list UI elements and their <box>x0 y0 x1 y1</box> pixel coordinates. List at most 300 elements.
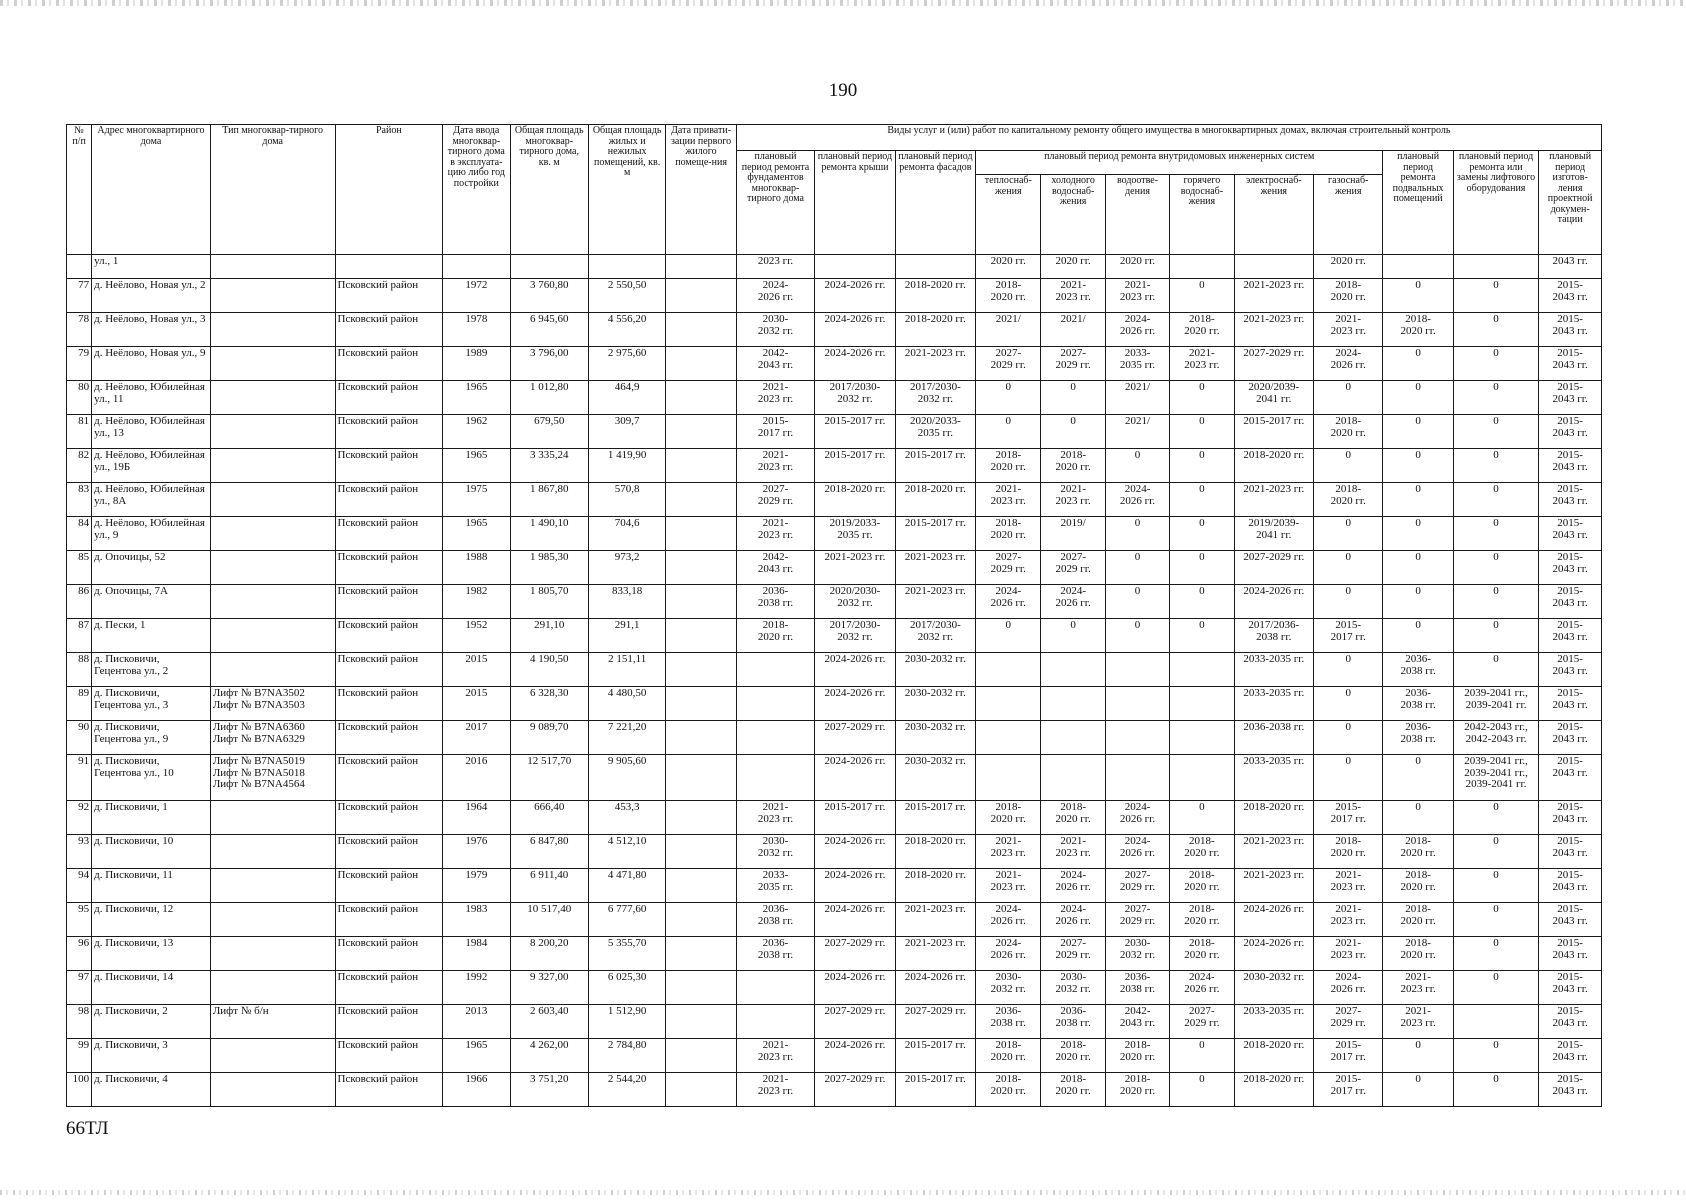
cell-total-area: 6 847,80 <box>510 835 588 869</box>
cell-basement: 2036- 2038 гг. <box>1383 687 1453 721</box>
cell-type <box>210 381 335 415</box>
cell-total-area: 291,10 <box>510 619 588 653</box>
cell-hot-water: 0 <box>1170 801 1234 835</box>
cell-privatization <box>666 971 736 1005</box>
cell-basement: 0 <box>1383 551 1453 585</box>
cell-basement: 2018- 2020 гг. <box>1383 869 1453 903</box>
cell-district: Псковский район <box>335 653 443 687</box>
cell-facade: 2027-2029 гг. <box>895 1005 975 1039</box>
cell-facade: 2021-2023 гг. <box>895 585 975 619</box>
cell-facade: 2017/2030- 2032 гг. <box>895 381 975 415</box>
cell-electric: 2033-2035 гг. <box>1234 755 1313 801</box>
cell-num: 90 <box>67 721 92 755</box>
cell-total-area: 10 517,40 <box>510 903 588 937</box>
cell-total-area <box>510 255 588 279</box>
cell-roof: 2020/2030- 2032 гг. <box>815 585 895 619</box>
cell-type <box>210 279 335 313</box>
cell-living-area: 570,8 <box>588 483 665 517</box>
table-body <box>67 255 1602 1107</box>
cell-foundation: 2021- 2023 гг. <box>736 517 814 551</box>
cell-address: д. Писковичи, 4 <box>92 1073 211 1107</box>
cell-year: 2013 <box>443 1005 510 1039</box>
cell-address: д. Неёлово, Юбилейная ул., 19Б <box>92 449 211 483</box>
table-row <box>67 619 1602 653</box>
cell-heat: 2030- 2032 гг. <box>976 971 1041 1005</box>
cell-gas: 2020 гг. <box>1314 255 1383 279</box>
cell-hot-water: 0 <box>1170 279 1234 313</box>
cell-privatization <box>666 347 736 381</box>
cell-cold-water: 2021- 2023 гг. <box>1041 279 1105 313</box>
cell-cold-water: 2024- 2026 гг. <box>1041 903 1105 937</box>
cell-district: Псковский район <box>335 721 443 755</box>
table-row <box>67 449 1602 483</box>
cell-type <box>210 1039 335 1073</box>
cell-gas: 0 <box>1314 381 1383 415</box>
cell-privatization <box>666 1039 736 1073</box>
cell-design-docs: 2015- 2043 гг. <box>1539 721 1602 755</box>
cell-hot-water: 0 <box>1170 551 1234 585</box>
cell-address: д. Писковичи, 11 <box>92 869 211 903</box>
cell-sewer: 0 <box>1105 449 1169 483</box>
cell-facade: 2015-2017 гг. <box>895 517 975 551</box>
cell-living-area: 453,3 <box>588 801 665 835</box>
cell-electric: 2027-2029 гг. <box>1234 551 1313 585</box>
cell-electric: 2020/2039- 2041 гг. <box>1234 381 1313 415</box>
cell-basement: 2021- 2023 гг. <box>1383 1005 1453 1039</box>
cell-gas: 2024- 2026 гг. <box>1314 347 1383 381</box>
cell-cold-water <box>1041 721 1105 755</box>
cell-num: 82 <box>67 449 92 483</box>
cell-gas: 2021- 2023 гг. <box>1314 869 1383 903</box>
header-total-area: Общая площадь многоквар-тирного дома, кв. м <box>510 125 588 255</box>
cell-heat: 2021- 2023 гг. <box>976 835 1041 869</box>
cell-facade: 2015-2017 гг. <box>895 1073 975 1107</box>
cell-living-area: 2 544,20 <box>588 1073 665 1107</box>
cell-total-area: 8 200,20 <box>510 937 588 971</box>
cell-sewer: 0 <box>1105 585 1169 619</box>
cell-living-area: 1 512,90 <box>588 1005 665 1039</box>
continuation-row <box>67 255 1602 279</box>
cell-total-area: 6 911,40 <box>510 869 588 903</box>
cell-electric: 2021-2023 гг. <box>1234 835 1313 869</box>
header-cold-water: холодного водоснаб-жения <box>1041 175 1105 255</box>
cell-design-docs: 2015- 2043 гг. <box>1539 381 1602 415</box>
cell-type <box>210 347 335 381</box>
cell-heat <box>976 755 1041 801</box>
cell-sewer: 0 <box>1105 551 1169 585</box>
cell-basement: 0 <box>1383 517 1453 551</box>
cell-total-area: 666,40 <box>510 801 588 835</box>
cell-electric: 2018-2020 гг. <box>1234 1073 1313 1107</box>
cell-design-docs: 2015- 2043 гг. <box>1539 755 1602 801</box>
capital-repair-table <box>66 124 1602 1107</box>
cell-num: 77 <box>67 279 92 313</box>
cell-hot-water: 0 <box>1170 381 1234 415</box>
cell-total-area: 1 867,80 <box>510 483 588 517</box>
cell-gas: 2024- 2026 гг. <box>1314 971 1383 1005</box>
header-electric: электроснаб-жения <box>1234 175 1313 255</box>
cell-gas: 2015- 2017 гг. <box>1314 1073 1383 1107</box>
header-design-docs: плановый период изготов-ления проектной докумен-тации <box>1539 151 1602 255</box>
cell-facade: 2030-2032 гг. <box>895 653 975 687</box>
cell-district: Псковский район <box>335 313 443 347</box>
cell-total-area: 1 985,30 <box>510 551 588 585</box>
cell-num: 79 <box>67 347 92 381</box>
cell-year: 1989 <box>443 347 510 381</box>
cell-district: Псковский район <box>335 483 443 517</box>
cell-foundation: 2021- 2023 гг. <box>736 381 814 415</box>
cell-facade: 2030-2032 гг. <box>895 755 975 801</box>
cell-foundation: 2036- 2038 гг. <box>736 903 814 937</box>
cell-elevator: 0 <box>1453 551 1538 585</box>
cell-foundation: 2021- 2023 гг. <box>736 449 814 483</box>
cell-type <box>210 313 335 347</box>
cell-sewer: 2024- 2026 гг. <box>1105 835 1169 869</box>
cell-num: 78 <box>67 313 92 347</box>
cell-privatization <box>666 1005 736 1039</box>
cell-cold-water <box>1041 653 1105 687</box>
cell-cold-water: 0 <box>1041 415 1105 449</box>
header-privatization: Дата привати-зации первого жилого помеще-ния <box>666 125 736 255</box>
cell-design-docs: 2015- 2043 гг. <box>1539 687 1602 721</box>
cell-living-area: 7 221,20 <box>588 721 665 755</box>
cell-cold-water <box>1041 755 1105 801</box>
cell-elevator: 0 <box>1453 483 1538 517</box>
cell-heat: 2027- 2029 гг. <box>976 551 1041 585</box>
cell-hot-water: 0 <box>1170 449 1234 483</box>
cell-foundation: 2033- 2035 гг. <box>736 869 814 903</box>
cell-sewer: 2042- 2043 гг. <box>1105 1005 1169 1039</box>
cell-privatization <box>666 279 736 313</box>
cell-privatization <box>666 255 736 279</box>
cell-roof: 2017/2030- 2032 гг. <box>815 381 895 415</box>
cell-year: 1966 <box>443 1073 510 1107</box>
cell-hot-water: 2018- 2020 гг. <box>1170 313 1234 347</box>
cell-design-docs: 2015- 2043 гг. <box>1539 1073 1602 1107</box>
cell-cold-water: 2027- 2029 гг. <box>1041 551 1105 585</box>
cell-facade: 2021-2023 гг. <box>895 903 975 937</box>
table-row <box>67 721 1602 755</box>
cell-year: 1965 <box>443 381 510 415</box>
cell-roof: 2024-2026 гг. <box>815 653 895 687</box>
cell-privatization <box>666 835 736 869</box>
cell-type <box>210 517 335 551</box>
cell-total-area: 4 262,00 <box>510 1039 588 1073</box>
cell-privatization <box>666 313 736 347</box>
cell-total-area: 12 517,70 <box>510 755 588 801</box>
cell-type <box>210 255 335 279</box>
cell-district: Псковский район <box>335 347 443 381</box>
cell-year: 2016 <box>443 755 510 801</box>
header-engineering-group: плановый период ремонта внутридомовых инженерных систем <box>976 151 1383 175</box>
cell-elevator: 0 <box>1453 869 1538 903</box>
cell-district: Псковский район <box>335 835 443 869</box>
cell-roof: 2024-2026 гг. <box>815 755 895 801</box>
cell-hot-water: 0 <box>1170 517 1234 551</box>
cell-year: 1972 <box>443 279 510 313</box>
cell-sewer: 2021/ <box>1105 415 1169 449</box>
cell-heat: 2018- 2020 гг. <box>976 279 1041 313</box>
cell-roof: 2015-2017 гг. <box>815 415 895 449</box>
cell-district: Псковский район <box>335 801 443 835</box>
cell-roof: 2024-2026 гг. <box>815 279 895 313</box>
cell-facade: 2018-2020 гг. <box>895 869 975 903</box>
cell-address: ул., 1 <box>92 255 211 279</box>
cell-hot-water: 0 <box>1170 1073 1234 1107</box>
cell-gas: 0 <box>1314 653 1383 687</box>
cell-cold-water: 2036- 2038 гг. <box>1041 1005 1105 1039</box>
cell-sewer <box>1105 687 1169 721</box>
cell-sewer <box>1105 721 1169 755</box>
cell-total-area: 1 490,10 <box>510 517 588 551</box>
cell-year: 1952 <box>443 619 510 653</box>
cell-sewer: 2020 гг. <box>1105 255 1169 279</box>
cell-elevator: 0 <box>1453 619 1538 653</box>
cell-sewer: 2027- 2029 гг. <box>1105 903 1169 937</box>
cell-sewer: 2018- 2020 гг. <box>1105 1039 1169 1073</box>
cell-facade: 2018-2020 гг. <box>895 313 975 347</box>
cell-privatization <box>666 687 736 721</box>
cell-facade: 2015-2017 гг. <box>895 801 975 835</box>
header-hot-water: горячего водоснаб-жения <box>1170 175 1234 255</box>
cell-basement: 0 <box>1383 381 1453 415</box>
cell-living-area: 4 480,50 <box>588 687 665 721</box>
cell-hot-water: 2018- 2020 гг. <box>1170 903 1234 937</box>
cell-hot-water: 0 <box>1170 415 1234 449</box>
header-services-group: Виды услуг и (или) работ по капитальному ремонту общего имущества в многоквартирных домах, включая строительный контроль <box>736 125 1601 151</box>
header-basement: плановый период ремонта подвальных помещений <box>1383 151 1453 255</box>
cell-heat: 0 <box>976 381 1041 415</box>
cell-basement: 0 <box>1383 415 1453 449</box>
cell-facade: 2017/2030- 2032 гг. <box>895 619 975 653</box>
cell-sewer: 2027- 2029 гг. <box>1105 869 1169 903</box>
cell-roof: 2024-2026 гг. <box>815 869 895 903</box>
cell-heat: 2024- 2026 гг. <box>976 937 1041 971</box>
cell-roof: 2017/2030- 2032 гг. <box>815 619 895 653</box>
cell-gas: 2015- 2017 гг. <box>1314 801 1383 835</box>
cell-foundation: 2030- 2032 гг. <box>736 835 814 869</box>
cell-total-area: 9 089,70 <box>510 721 588 755</box>
cell-electric: 2033-2035 гг. <box>1234 653 1313 687</box>
cell-district: Псковский район <box>335 1005 443 1039</box>
header-living-area: Общая площадь жилых и нежилых помещений, кв. м <box>588 125 665 255</box>
table-row <box>67 869 1602 903</box>
cell-foundation: 2021- 2023 гг. <box>736 1039 814 1073</box>
cell-total-area: 6 945,60 <box>510 313 588 347</box>
cell-privatization <box>666 551 736 585</box>
cell-cold-water: 2019/ <box>1041 517 1105 551</box>
cell-hot-water <box>1170 687 1234 721</box>
cell-hot-water <box>1170 255 1234 279</box>
cell-electric: 2017/2036- 2038 гг. <box>1234 619 1313 653</box>
cell-foundation: 2042- 2043 гг. <box>736 347 814 381</box>
cell-privatization <box>666 937 736 971</box>
cell-cold-water: 0 <box>1041 619 1105 653</box>
cell-type <box>210 937 335 971</box>
cell-design-docs: 2015- 2043 гг. <box>1539 517 1602 551</box>
cell-type <box>210 903 335 937</box>
cell-design-docs: 2015- 2043 гг. <box>1539 313 1602 347</box>
cell-gas: 2018- 2020 гг. <box>1314 415 1383 449</box>
cell-living-area: 2 784,80 <box>588 1039 665 1073</box>
cell-num: 89 <box>67 687 92 721</box>
cell-num: 99 <box>67 1039 92 1073</box>
cell-gas: 0 <box>1314 449 1383 483</box>
cell-sewer: 0 <box>1105 517 1169 551</box>
table-row <box>67 937 1602 971</box>
cell-basement: 2036- 2038 гг. <box>1383 653 1453 687</box>
cell-type <box>210 483 335 517</box>
table-row <box>67 483 1602 517</box>
cell-living-area: 2 975,60 <box>588 347 665 381</box>
cell-privatization <box>666 1073 736 1107</box>
cell-living-area: 2 550,50 <box>588 279 665 313</box>
cell-sewer: 0 <box>1105 619 1169 653</box>
cell-living-area: 464,9 <box>588 381 665 415</box>
table-row <box>67 801 1602 835</box>
cell-living-area <box>588 255 665 279</box>
cell-year: 1965 <box>443 449 510 483</box>
cell-sewer: 2021/ <box>1105 381 1169 415</box>
cell-num: 80 <box>67 381 92 415</box>
cell-electric: 2019/2039- 2041 гг. <box>1234 517 1313 551</box>
cell-foundation: 2021- 2023 гг. <box>736 801 814 835</box>
cell-heat: 2018- 2020 гг. <box>976 517 1041 551</box>
cell-hot-water: 0 <box>1170 1039 1234 1073</box>
cell-living-area: 6 025,30 <box>588 971 665 1005</box>
table-row <box>67 971 1602 1005</box>
cell-heat: 2020 гг. <box>976 255 1041 279</box>
cell-facade: 2018-2020 гг. <box>895 835 975 869</box>
cell-address: д. Писковичи, 14 <box>92 971 211 1005</box>
cell-facade: 2018-2020 гг. <box>895 483 975 517</box>
cell-design-docs: 2015- 2043 гг. <box>1539 483 1602 517</box>
cell-heat: 2018- 2020 гг. <box>976 1039 1041 1073</box>
cell-type <box>210 653 335 687</box>
cell-total-area: 1 012,80 <box>510 381 588 415</box>
cell-year: 1975 <box>443 483 510 517</box>
cell-basement: 2036- 2038 гг. <box>1383 721 1453 755</box>
header-roof: плановый период ремонта крыши <box>815 151 895 255</box>
cell-cold-water: 2018- 2020 гг. <box>1041 449 1105 483</box>
cell-facade: 2021-2023 гг. <box>895 347 975 381</box>
cell-design-docs: 2015- 2043 гг. <box>1539 937 1602 971</box>
cell-total-area: 3 760,80 <box>510 279 588 313</box>
cell-basement <box>1383 255 1453 279</box>
cell-basement: 0 <box>1383 585 1453 619</box>
cell-sewer: 2024- 2026 гг. <box>1105 313 1169 347</box>
cell-basement: 2018- 2020 гг. <box>1383 835 1453 869</box>
cell-facade: 2015-2017 гг. <box>895 1039 975 1073</box>
cell-living-area: 4 471,80 <box>588 869 665 903</box>
cell-cold-water: 0 <box>1041 381 1105 415</box>
cell-type <box>210 835 335 869</box>
cell-total-area: 4 190,50 <box>510 653 588 687</box>
cell-electric: 2021-2023 гг. <box>1234 869 1313 903</box>
cell-type <box>210 415 335 449</box>
cell-num: 85 <box>67 551 92 585</box>
table-row <box>67 585 1602 619</box>
cell-address: д. Неёлово, Юбилейная ул., 9 <box>92 517 211 551</box>
cell-privatization <box>666 517 736 551</box>
cell-roof: 2024-2026 гг. <box>815 313 895 347</box>
cell-roof: 2024-2026 гг. <box>815 687 895 721</box>
cell-basement: 0 <box>1383 279 1453 313</box>
table-row <box>67 1073 1602 1107</box>
cell-sewer <box>1105 653 1169 687</box>
cell-sewer: 2018- 2020 гг. <box>1105 1073 1169 1107</box>
cell-roof: 2027-2029 гг. <box>815 937 895 971</box>
cell-address: д. Писковичи, 1 <box>92 801 211 835</box>
cell-district: Псковский район <box>335 687 443 721</box>
cell-gas: 0 <box>1314 755 1383 801</box>
cell-gas: 2018- 2020 гг. <box>1314 835 1383 869</box>
cell-facade: 2015-2017 гг. <box>895 449 975 483</box>
cell-district: Псковский район <box>335 971 443 1005</box>
cell-cold-water: 2027- 2029 гг. <box>1041 347 1105 381</box>
cell-address: д. Писковичи, 13 <box>92 937 211 971</box>
cell-foundation <box>736 721 814 755</box>
cell-heat <box>976 721 1041 755</box>
cell-hot-water <box>1170 721 1234 755</box>
cell-heat: 0 <box>976 619 1041 653</box>
cell-privatization <box>666 449 736 483</box>
cell-gas: 2021- 2023 гг. <box>1314 903 1383 937</box>
cell-basement: 0 <box>1383 801 1453 835</box>
table-row <box>67 1005 1602 1039</box>
cell-sewer <box>1105 755 1169 801</box>
header-address: Адрес многоквартирного дома <box>92 125 211 255</box>
cell-roof: 2027-2029 гг. <box>815 721 895 755</box>
table-row <box>67 347 1602 381</box>
cell-privatization <box>666 381 736 415</box>
cell-design-docs: 2015- 2043 гг. <box>1539 869 1602 903</box>
cell-electric: 2024-2026 гг. <box>1234 585 1313 619</box>
cell-living-area: 4 512,10 <box>588 835 665 869</box>
cell-address: д. Писковичи, Гецентова ул., 2 <box>92 653 211 687</box>
table-row <box>67 835 1602 869</box>
cell-district: Псковский район <box>335 585 443 619</box>
cell-living-area: 704,6 <box>588 517 665 551</box>
cell-sewer: 2021- 2023 гг. <box>1105 279 1169 313</box>
header-gas: газоснаб-жения <box>1314 175 1383 255</box>
cell-design-docs: 2015- 2043 гг. <box>1539 551 1602 585</box>
cell-privatization <box>666 415 736 449</box>
cell-heat: 2036- 2038 гг. <box>976 1005 1041 1039</box>
cell-district: Псковский район <box>335 1073 443 1107</box>
cell-sewer: 2024- 2026 гг. <box>1105 483 1169 517</box>
cell-address: д. Неёлово, Юбилейная ул., 11 <box>92 381 211 415</box>
cell-num: 91 <box>67 755 92 801</box>
cell-year: 1988 <box>443 551 510 585</box>
cell-privatization <box>666 755 736 801</box>
cell-total-area: 679,50 <box>510 415 588 449</box>
cell-address: д. Опочицы, 52 <box>92 551 211 585</box>
cell-gas: 0 <box>1314 551 1383 585</box>
cell-year: 2015 <box>443 687 510 721</box>
cell-district: Псковский район <box>335 381 443 415</box>
cell-roof: 2021-2023 гг. <box>815 551 895 585</box>
cell-electric: 2030-2032 гг. <box>1234 971 1313 1005</box>
cell-num: 84 <box>67 517 92 551</box>
cell-electric: 2036-2038 гг. <box>1234 721 1313 755</box>
cell-sewer: 2024- 2026 гг. <box>1105 801 1169 835</box>
table-row <box>67 687 1602 721</box>
cell-year: 1983 <box>443 903 510 937</box>
cell-type <box>210 1073 335 1107</box>
cell-privatization <box>666 585 736 619</box>
cell-cold-water: 2018- 2020 гг. <box>1041 1039 1105 1073</box>
